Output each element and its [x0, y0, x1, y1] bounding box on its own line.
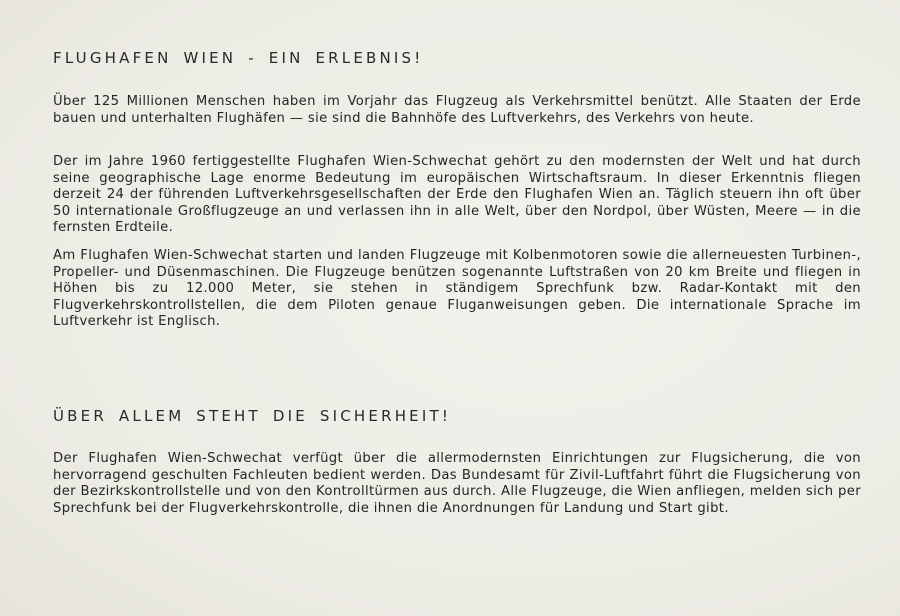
paragraph-aircraft-operations: Am Flughafen Wien-Schwechat starten und landen Flugzeuge mit Kolbenmotoren sowie die allerneuesten Turbinen-, Propeller- und Düsenmaschinen. Die Flugzeuge benützen sogenannte Luftstraßen von 20 km Breite und fliegen in Höhen bis zu 12.000 Meter, sie stehen in ständigem Sprechfunk bzw. Radar-Kontakt mit den Flugverkehrskontrollstellen, die dem Piloten genaue Fluganweisungen geben. Die internationale Sprache im Luftverkehr ist Englisch.: [53, 248, 861, 330]
section-heading-flughafen-wien: FLUGHAFEN WIEN - EIN ERLEBNIS!: [53, 49, 424, 67]
section-heading-sicherheit: ÜBER ALLEM STEHT DIE SICHERHEIT!: [53, 407, 452, 425]
paragraph-passengers: Über 125 Millionen Menschen haben im Vorjahr das Flugzeug als Verkehrsmittel benützt. Alle Staaten der Erde bauen und unterhalten Flughäfen — sie sind die Bahnhöfe des Luftverkehrs, des Verkehrs von heute.: [53, 94, 861, 126]
paragraph-schwechat-airport: Der im Jahre 1960 fertiggestellte Flughafen Wien-Schwechat gehört zu den modernsten der Welt und hat durch seine geographische Lage enorme Bedeutung im europäischen Wirtschaftsraum. In dieser Erkenntnis fliegen derzeit 24 der führenden Luftverkehrsgesellschaften der Erde den Flughafen Wien an. Täglich steuern ihn oft über 50 internationale Großflugzeuge an und verlassen ihn in alle Welt, über den Nordpol, über Wüsten, Meere — in die fernsten Erdteile.: [53, 154, 861, 236]
paragraph-flight-safety: Der Flughafen Wien-Schwechat verfügt über die allermodernsten Einrichtungen zur Flugsicherung, die von hervorragend geschulten Fachleuten bedient werden. Das Bundesamt für Zivil-Luftfahrt führt die Flugsicherung von der Bezirkskontrollstelle und von den Kontrolltürmen aus durch. Alle Flugzeuge, die Wien anfliegen, melden sich per Sprechfunk bei der Flugverkehrskontrolle, die ihnen die Anordnungen für Landung und Start gibt.: [53, 451, 861, 516]
